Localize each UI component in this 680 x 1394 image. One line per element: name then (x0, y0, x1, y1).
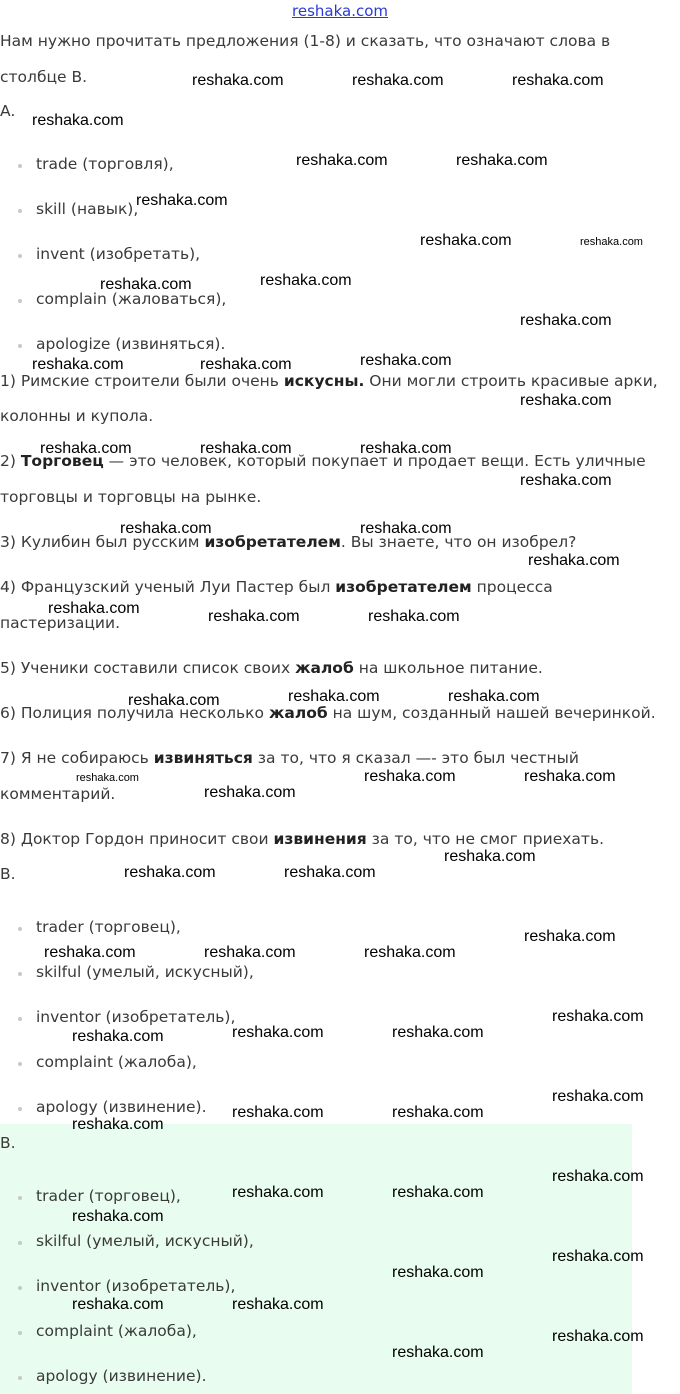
watermark: reshaka.com (520, 472, 612, 489)
watermark: reshaka.com (76, 772, 139, 784)
list-item: trade (торговля), (36, 155, 174, 173)
watermark: reshaka.com (192, 72, 284, 89)
list-item: apologize (извиняться). (36, 335, 226, 353)
watermark: reshaka.com (204, 944, 296, 961)
watermark: reshaka.com (120, 520, 212, 537)
watermark: reshaka.com (288, 688, 380, 705)
sentence-5: 5) Ученики составили список своих жалоб на школьное питание. (0, 659, 543, 677)
watermark: reshaka.com (392, 1344, 484, 1361)
list-item: skilful (умелый, искусный), (36, 1232, 254, 1250)
watermark: reshaka.com (100, 276, 192, 293)
watermark: reshaka.com (232, 1104, 324, 1121)
watermark: reshaka.com (260, 272, 352, 289)
watermark: reshaka.com (32, 112, 124, 129)
watermark: reshaka.com (360, 520, 452, 537)
list-item: skilful (умелый, искусный), (36, 963, 254, 981)
sentence-2: 2) Торговец — это человек, который покупает и продает вещи. Есть уличные (0, 452, 646, 470)
sentence-1: 1) Римские строители были очень искусны. Они могли строить красивые арки, (0, 372, 658, 390)
watermark: reshaka.com (368, 608, 460, 625)
watermark: reshaka.com (200, 440, 292, 457)
watermark: reshaka.com (72, 1296, 164, 1313)
sentence-1-line-2: колонны и купола. (0, 407, 154, 425)
list-item: apology (извинение). (36, 1098, 207, 1116)
watermark: reshaka.com (48, 600, 140, 617)
watermark: reshaka.com (136, 192, 228, 209)
watermark: reshaka.com (352, 72, 444, 89)
watermark: reshaka.com (392, 1104, 484, 1121)
watermark: reshaka.com (512, 72, 604, 89)
list-item: trader (торговец), (36, 1187, 181, 1205)
watermark: reshaka.com (528, 552, 620, 569)
intro-line-1: Нам нужно прочитать предложения (1-8) и сказать, что означают слова в (0, 32, 611, 50)
watermark: reshaka.com (552, 1008, 644, 1025)
watermark: reshaka.com (360, 352, 452, 369)
intro-line-2: столбце В. (0, 68, 88, 86)
sentence-4-line-2: пастеризации. (0, 614, 120, 632)
watermark: reshaka.com (392, 1184, 484, 1201)
watermark: reshaka.com (72, 1116, 164, 1133)
watermark: reshaka.com (32, 356, 124, 373)
answer-label: B. (0, 1134, 16, 1152)
watermark: reshaka.com (520, 312, 612, 329)
sentence-4: 4) Французский ученый Луи Пастер был изобретателем процесса (0, 578, 553, 596)
watermark: reshaka.com (552, 1088, 644, 1105)
list-item: inventor (изобретатель), (36, 1008, 236, 1026)
watermark: reshaka.com (204, 784, 296, 801)
watermark: reshaka.com (232, 1184, 324, 1201)
sentence-7: 7) Я не собираюсь извиняться за то, что я сказал —- это был честный (0, 749, 579, 767)
section-b-label: B. (0, 865, 16, 883)
watermark: reshaka.com (580, 236, 643, 248)
site-link[interactable]: reshaka.com (292, 2, 388, 20)
watermark: reshaka.com (448, 688, 540, 705)
watermark: reshaka.com (552, 1328, 644, 1345)
watermark: reshaka.com (364, 768, 456, 785)
sentence-3: 3) Кулибин был русским изобретателем. Вы знаете, что он изобрел? (0, 533, 577, 551)
sentence-2-line-2: торговцы и торговцы на рынке. (0, 488, 262, 506)
watermark: reshaka.com (520, 392, 612, 409)
list-item: trader (торговец), (36, 918, 181, 936)
watermark: reshaka.com (552, 1168, 644, 1185)
watermark: reshaka.com (552, 1248, 644, 1265)
list-item: complaint (жалоба), (36, 1053, 197, 1071)
list-item: complaint (жалоба), (36, 1322, 197, 1340)
watermark: reshaka.com (232, 1296, 324, 1313)
watermark: reshaka.com (124, 864, 216, 881)
watermark: reshaka.com (44, 944, 136, 961)
watermark: reshaka.com (392, 1024, 484, 1041)
watermark: reshaka.com (232, 1024, 324, 1041)
list-item: inventor (изобретатель), (36, 1277, 236, 1295)
section-a-label: A. (0, 102, 16, 120)
watermark: reshaka.com (208, 608, 300, 625)
list-item: invent (изобретать), (36, 245, 201, 263)
watermark: reshaka.com (524, 768, 616, 785)
watermark: reshaka.com (72, 1028, 164, 1045)
watermark: reshaka.com (392, 1264, 484, 1281)
answer-box (0, 1124, 632, 1394)
list-item: complain (жаловаться), (36, 290, 227, 308)
watermark: reshaka.com (456, 152, 548, 169)
watermark: reshaka.com (40, 440, 132, 457)
watermark: reshaka.com (284, 864, 376, 881)
list-item: apology (извинение). (36, 1367, 207, 1385)
watermark: reshaka.com (360, 440, 452, 457)
watermark: reshaka.com (420, 232, 512, 249)
watermark: reshaka.com (72, 1208, 164, 1225)
sentence-7-line-2: комментарий. (0, 785, 116, 803)
watermark: reshaka.com (524, 928, 616, 945)
sentence-6: 6) Полиция получила несколько жалоб на шум, созданный нашей вечеринкой. (0, 704, 656, 722)
watermark: reshaka.com (296, 152, 388, 169)
watermark: reshaka.com (364, 944, 456, 961)
list-item: skill (навык), (36, 200, 139, 218)
sentence-8: 8) Доктор Гордон приносит свои извинения за то, что не смог приехать. (0, 830, 605, 848)
watermark: reshaka.com (200, 356, 292, 373)
watermark: reshaka.com (444, 848, 536, 865)
watermark: reshaka.com (128, 692, 220, 709)
